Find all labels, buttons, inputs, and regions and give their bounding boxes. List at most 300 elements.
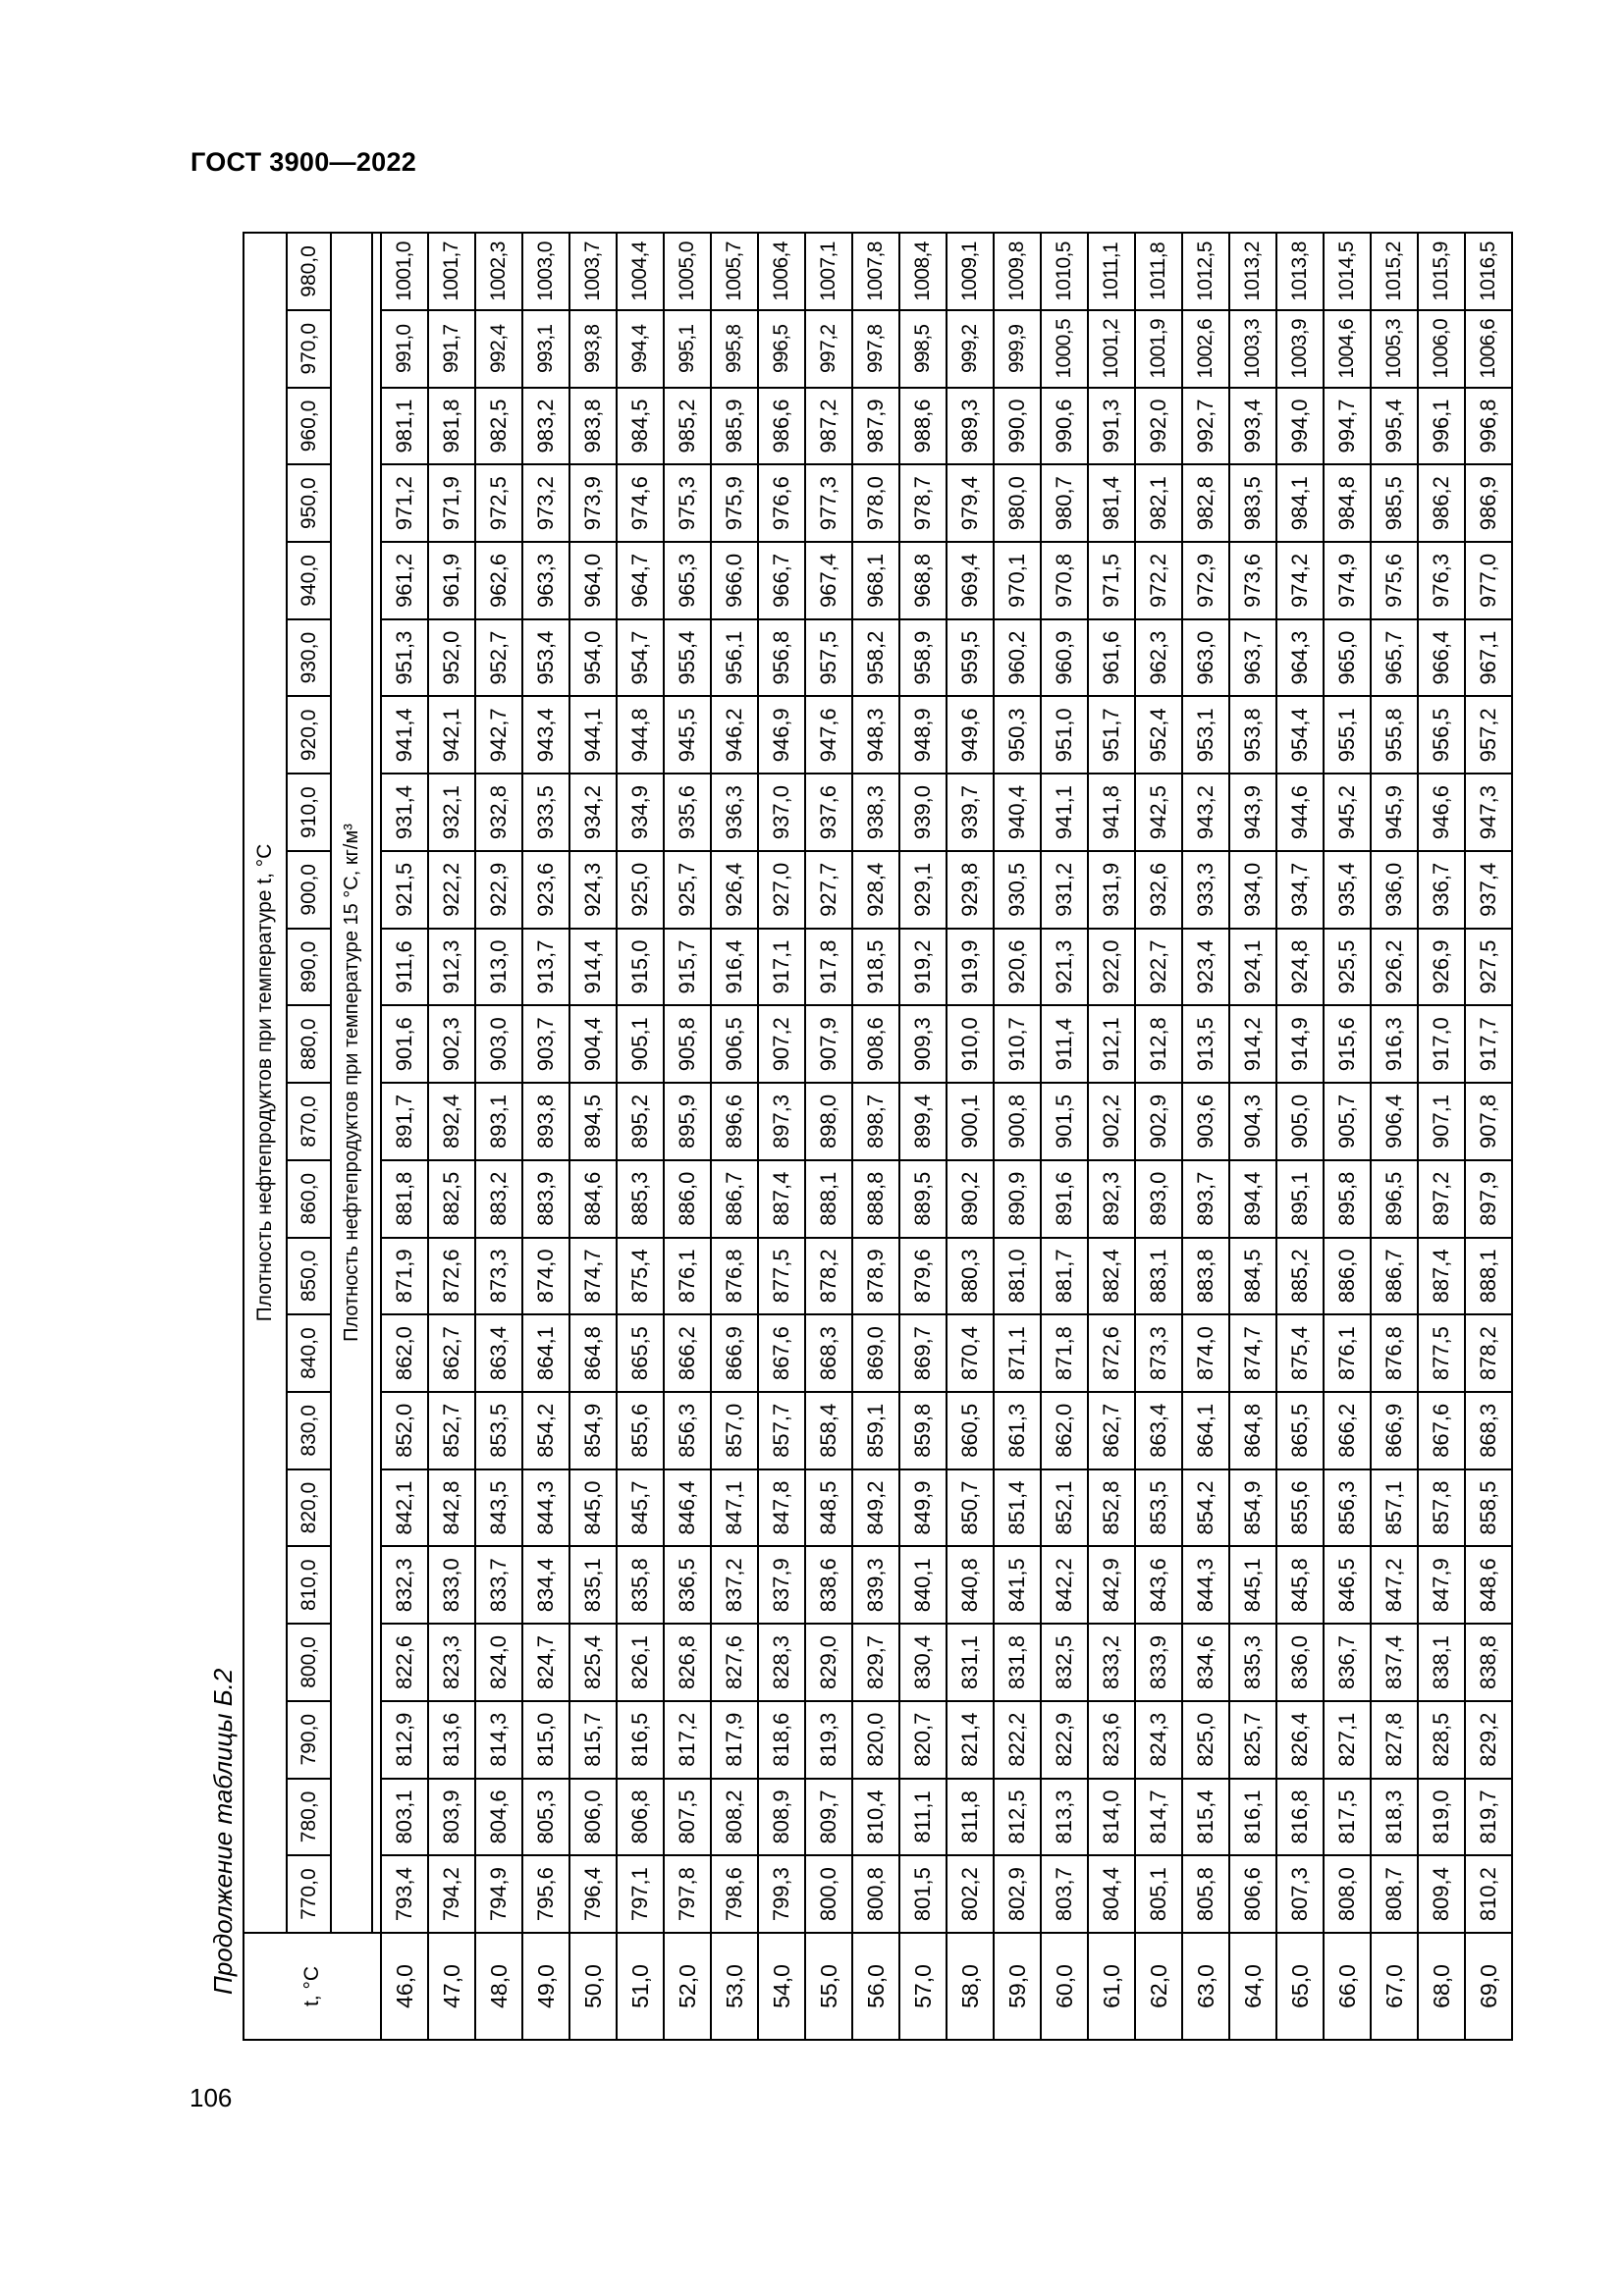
density-cell: 1016,5 — [1465, 233, 1512, 310]
density-cell: 938,3 — [852, 774, 899, 851]
density-cell: 883,1 — [1135, 1238, 1182, 1315]
density-cell: 804,6 — [475, 1779, 522, 1856]
density-cell: 833,9 — [1135, 1624, 1182, 1701]
density-cell: 881,7 — [1041, 1238, 1088, 1315]
density-cell: 917,8 — [805, 929, 852, 1006]
density-cell: 1011,8 — [1135, 233, 1182, 310]
density-cell: 1013,8 — [1276, 233, 1324, 310]
density-cell: 813,3 — [1041, 1779, 1088, 1856]
density-cell: 868,3 — [1465, 1392, 1512, 1469]
density-cell: 805,8 — [1182, 1855, 1229, 1933]
density-cell: 864,8 — [1229, 1392, 1276, 1469]
density-cell: 993,4 — [1229, 388, 1276, 465]
density-cell: 919,9 — [947, 929, 994, 1006]
density-cell: 857,0 — [711, 1392, 758, 1469]
density-cell: 824,7 — [522, 1624, 569, 1701]
density-cell: 1003,0 — [522, 233, 569, 310]
density-cell: 977,3 — [805, 464, 852, 542]
density-cell: 845,1 — [1229, 1546, 1276, 1624]
density-cell: 885,2 — [1276, 1238, 1324, 1315]
density-cell: 963,0 — [1182, 619, 1229, 697]
density-cell: 937,0 — [758, 774, 805, 851]
density-cell: 852,1 — [1041, 1469, 1088, 1547]
density-cell: 973,2 — [522, 464, 569, 542]
density-cell: 885,3 — [617, 1160, 664, 1238]
temperature-cell: 55,0 — [805, 1933, 852, 2040]
density-cell: 800,0 — [805, 1855, 852, 1933]
density-cell: 815,7 — [569, 1701, 617, 1779]
density-cell: 802,9 — [994, 1855, 1041, 1933]
density-cell: 871,9 — [381, 1238, 428, 1315]
density-cell: 840,1 — [899, 1546, 947, 1624]
density-cell: 980,0 — [994, 464, 1041, 542]
density-cell: 932,6 — [1135, 851, 1182, 929]
temperature-cell: 56,0 — [852, 1933, 899, 2040]
density-cell: 830,4 — [899, 1624, 947, 1701]
density-cell: 833,2 — [1088, 1624, 1135, 1701]
density-cell: 905,7 — [1324, 1083, 1371, 1160]
density-cell: 826,8 — [664, 1624, 711, 1701]
density-cell: 825,0 — [1182, 1701, 1229, 1779]
density-cell: 967,4 — [805, 542, 852, 619]
density-cell: 842,9 — [1088, 1546, 1135, 1624]
density-cell: 963,7 — [1229, 619, 1276, 697]
table-row — [617, 233, 664, 2040]
density-cell: 820,0 — [852, 1701, 899, 1779]
density-cell: 864,8 — [569, 1314, 617, 1392]
density-cell: 834,4 — [522, 1546, 569, 1624]
density-cell: 808,9 — [758, 1779, 805, 1856]
density-cell: 901,5 — [1041, 1083, 1088, 1160]
density-cell: 819,0 — [1418, 1779, 1465, 1856]
density-cell: 926,9 — [1418, 929, 1465, 1006]
density-cell: 978,7 — [899, 464, 947, 542]
density-cell: 874,0 — [1182, 1314, 1229, 1392]
density-cell: 803,1 — [381, 1779, 428, 1856]
density-cell: 985,9 — [711, 388, 758, 465]
density-cell: 1003,7 — [569, 233, 617, 310]
density-cell: 918,5 — [852, 929, 899, 1006]
density-cell: 960,2 — [994, 619, 1041, 697]
density-cell: 928,4 — [852, 851, 899, 929]
density-cell: 912,1 — [1088, 1005, 1135, 1083]
density-cell: 823,6 — [1088, 1701, 1135, 1779]
table-row — [1088, 233, 1135, 2040]
density-cell: 832,3 — [381, 1546, 428, 1624]
density-cell: 951,0 — [1041, 697, 1088, 774]
density-cell: 956,8 — [758, 619, 805, 697]
density-cell: 814,3 — [475, 1701, 522, 1779]
density-cell: 821,4 — [947, 1701, 994, 1779]
density-cell: 867,6 — [1418, 1392, 1465, 1469]
density-cell: 842,2 — [1041, 1546, 1088, 1624]
density-cell: 989,3 — [947, 388, 994, 465]
density-cell: 911,6 — [381, 929, 428, 1006]
density-cell: 881,0 — [994, 1238, 1041, 1315]
density-cell: 1005,3 — [1371, 310, 1418, 388]
density-cell: 856,3 — [1324, 1469, 1371, 1547]
density-cell: 866,9 — [1371, 1392, 1418, 1469]
density-cell: 943,2 — [1182, 774, 1229, 851]
density-cell: 924,3 — [569, 851, 617, 929]
temperature-cell: 69,0 — [1465, 1933, 1512, 2040]
density-cell: 874,7 — [1229, 1314, 1276, 1392]
density-cell: 962,6 — [475, 542, 522, 619]
density-cell: 797,8 — [664, 1855, 711, 1933]
column-header: 940,0 — [287, 542, 331, 619]
density-cell: 931,2 — [1041, 851, 1088, 929]
column-header: 950,0 — [287, 464, 331, 542]
table-caption: Продолжение таблицы Б.2 — [208, 1668, 238, 1995]
density-cell: 934,7 — [1276, 851, 1324, 929]
density-cell: 855,6 — [1276, 1469, 1324, 1547]
density-cell: 971,2 — [381, 464, 428, 542]
table-row — [1276, 233, 1324, 2040]
density-cell: 837,2 — [711, 1546, 758, 1624]
density-cell: 871,1 — [994, 1314, 1041, 1392]
density-cell: 915,7 — [664, 929, 711, 1006]
density-cell: 965,3 — [664, 542, 711, 619]
density-cell: 923,4 — [1182, 929, 1229, 1006]
density-cell: 831,8 — [994, 1624, 1041, 1701]
density-cell: 965,0 — [1324, 619, 1371, 697]
density-cell: 997,2 — [805, 310, 852, 388]
density-cell: 923,6 — [522, 851, 569, 929]
density-cell: 854,2 — [522, 1392, 569, 1469]
temperature-cell: 57,0 — [899, 1933, 947, 2040]
column-header: 860,0 — [287, 1160, 331, 1238]
density-cell: 933,3 — [1182, 851, 1229, 929]
density-cell: 904,3 — [1229, 1083, 1276, 1160]
density-cell: 857,7 — [758, 1392, 805, 1469]
table-row — [994, 233, 1041, 2040]
density-cell: 1005,7 — [711, 233, 758, 310]
density-cell: 829,2 — [1465, 1701, 1512, 1779]
density-cell: 961,9 — [428, 542, 475, 619]
density-cell: 906,5 — [711, 1005, 758, 1083]
density-cell: 987,2 — [805, 388, 852, 465]
density-cell: 895,1 — [1276, 1160, 1324, 1238]
density-cell: 895,2 — [617, 1083, 664, 1160]
density-cell: 910,0 — [947, 1005, 994, 1083]
density-cell: 831,1 — [947, 1624, 994, 1701]
density-cell: 864,1 — [1182, 1392, 1229, 1469]
density-cell: 840,8 — [947, 1546, 994, 1624]
density-cell: 980,7 — [1041, 464, 1088, 542]
density-cell: 894,4 — [1229, 1160, 1276, 1238]
density-cell: 880,3 — [947, 1238, 994, 1315]
column-header: 850,0 — [287, 1238, 331, 1315]
density-cell: 807,5 — [664, 1779, 711, 1856]
column-header: 890,0 — [287, 929, 331, 1006]
density-cell: 974,9 — [1324, 542, 1371, 619]
density-cell: 895,8 — [1324, 1160, 1371, 1238]
density-cell: 819,7 — [1465, 1779, 1512, 1856]
density-cell: 1001,0 — [381, 233, 428, 310]
density-cell: 910,7 — [994, 1005, 1041, 1083]
density-cell: 941,8 — [1088, 774, 1135, 851]
density-cell: 1007,8 — [852, 233, 899, 310]
density-cell: 857,1 — [1371, 1469, 1418, 1547]
density-cell: 946,2 — [711, 697, 758, 774]
density-cell: 869,0 — [852, 1314, 899, 1392]
density-cell: 852,0 — [381, 1392, 428, 1469]
density-cell: 905,1 — [617, 1005, 664, 1083]
density-cell: 874,7 — [569, 1238, 617, 1315]
density-cell: 1001,2 — [1088, 310, 1135, 388]
density-cell: 948,3 — [852, 697, 899, 774]
density-cell: 835,3 — [1229, 1624, 1276, 1701]
density-cell: 803,7 — [1041, 1855, 1088, 1933]
density-cell: 976,3 — [1418, 542, 1465, 619]
density-cell: 971,9 — [428, 464, 475, 542]
density-cell: 927,0 — [758, 851, 805, 929]
density-group-header: Плотность нефтепродуктов при температуре t, °C — [244, 233, 287, 1933]
density-cell: 874,0 — [522, 1238, 569, 1315]
density-cell: 984,8 — [1324, 464, 1371, 542]
density-cell: 975,3 — [664, 464, 711, 542]
density-cell: 849,2 — [852, 1469, 899, 1547]
density-cell: 904,4 — [569, 1005, 617, 1083]
density-cell: 944,6 — [1276, 774, 1324, 851]
density-cell: 845,0 — [569, 1469, 617, 1547]
density-cell: 915,6 — [1324, 1005, 1371, 1083]
density-cell: 884,6 — [569, 1160, 617, 1238]
density-cell: 809,7 — [805, 1779, 852, 1856]
density-cell: 888,1 — [1465, 1238, 1512, 1315]
density-cell: 907,8 — [1465, 1083, 1512, 1160]
column-header: 820,0 — [287, 1469, 331, 1547]
density-cell: 857,8 — [1418, 1469, 1465, 1547]
density-cell: 986,9 — [1465, 464, 1512, 542]
density-cell: 890,9 — [994, 1160, 1041, 1238]
table-row — [1465, 233, 1512, 2040]
density-cell: 955,4 — [664, 619, 711, 697]
density-cell: 805,1 — [1135, 1855, 1182, 1933]
column-header: 960,0 — [287, 388, 331, 465]
column-header: 780,0 — [287, 1779, 331, 1856]
density-cell: 822,2 — [994, 1701, 1041, 1779]
density-cell: 810,4 — [852, 1779, 899, 1856]
density-cell: 988,6 — [899, 388, 947, 465]
density-cell: 842,8 — [428, 1469, 475, 1547]
density-cell: 855,6 — [617, 1392, 664, 1469]
density-cell: 858,5 — [1465, 1469, 1512, 1547]
density-cell: 994,4 — [617, 310, 664, 388]
density-cell: 817,5 — [1324, 1779, 1371, 1856]
density-cell: 861,3 — [994, 1392, 1041, 1469]
density-cell: 999,2 — [947, 310, 994, 388]
density-cell: 922,0 — [1088, 929, 1135, 1006]
density-cell: 866,9 — [711, 1314, 758, 1392]
density-cell: 931,9 — [1088, 851, 1135, 929]
density-cell: 929,8 — [947, 851, 994, 929]
density-cell: 929,1 — [899, 851, 947, 929]
table-row — [381, 233, 428, 2040]
density-cell: 867,6 — [758, 1314, 805, 1392]
density-cell: 902,2 — [1088, 1083, 1135, 1160]
table-row — [1182, 233, 1229, 2040]
density-cell: 888,8 — [852, 1160, 899, 1238]
density-cell: 995,4 — [1371, 388, 1418, 465]
density-cell: 972,9 — [1182, 542, 1229, 619]
density-cell: 844,3 — [1182, 1546, 1229, 1624]
density-cell: 898,0 — [805, 1083, 852, 1160]
density-cell: 850,7 — [947, 1469, 994, 1547]
density-cell: 806,6 — [1229, 1855, 1276, 1933]
density-cell: 807,3 — [1276, 1855, 1324, 1933]
density-cell: 984,5 — [617, 388, 664, 465]
density-cell: 955,8 — [1371, 697, 1418, 774]
density-cell: 812,9 — [381, 1701, 428, 1779]
density-cell: 983,8 — [569, 388, 617, 465]
density-cell: 948,9 — [899, 697, 947, 774]
density-cell: 854,2 — [1182, 1469, 1229, 1547]
temperature-cell: 52,0 — [664, 1933, 711, 2040]
density-cell: 982,1 — [1135, 464, 1182, 542]
density-cell: 818,3 — [1371, 1779, 1418, 1856]
density-cell: 932,8 — [475, 774, 522, 851]
density-cell: 954,4 — [1276, 697, 1324, 774]
density-cell: 813,6 — [428, 1701, 475, 1779]
density-cell: 836,7 — [1324, 1624, 1371, 1701]
density-cell: 968,8 — [899, 542, 947, 619]
density-cell: 995,1 — [664, 310, 711, 388]
table-row — [569, 233, 617, 2040]
density-cell: 878,9 — [852, 1238, 899, 1315]
temperature-cell: 58,0 — [947, 1933, 994, 2040]
density-cell: 902,3 — [428, 1005, 475, 1083]
density-cell: 924,8 — [1276, 929, 1324, 1006]
density-cell: 832,5 — [1041, 1624, 1088, 1701]
density-cell: 964,0 — [569, 542, 617, 619]
density-cell: 912,3 — [428, 929, 475, 1006]
density-cell: 943,4 — [522, 697, 569, 774]
density-cell: 1011,1 — [1088, 233, 1135, 310]
document-header: ГОСТ 3900—2022 — [190, 147, 417, 177]
density-cell: 955,1 — [1324, 697, 1371, 774]
density-cell: 860,5 — [947, 1392, 994, 1469]
density-cell: 886,7 — [711, 1160, 758, 1238]
density-cell: 906,4 — [1371, 1083, 1418, 1160]
density-cell: 922,9 — [475, 851, 522, 929]
density-cell: 975,6 — [1371, 542, 1418, 619]
density-cell: 992,0 — [1135, 388, 1182, 465]
density-cell: 960,9 — [1041, 619, 1088, 697]
column-header: 840,0 — [287, 1314, 331, 1392]
temperature-cell: 51,0 — [617, 1933, 664, 2040]
density-cell: 953,8 — [1229, 697, 1276, 774]
density-cell: 854,9 — [569, 1392, 617, 1469]
density-cell: 966,4 — [1418, 619, 1465, 697]
density-cell: 834,6 — [1182, 1624, 1229, 1701]
density-cell: 973,6 — [1229, 542, 1276, 619]
density-cell: 851,4 — [994, 1469, 1041, 1547]
density-cell: 981,4 — [1088, 464, 1135, 542]
density-cell: 961,6 — [1088, 619, 1135, 697]
density-cell: 819,3 — [805, 1701, 852, 1779]
density-cell: 945,5 — [664, 697, 711, 774]
temperature-cell: 67,0 — [1371, 1933, 1418, 2040]
density-cell: 905,8 — [664, 1005, 711, 1083]
density-cell: 905,0 — [1276, 1083, 1324, 1160]
density-cell: 901,6 — [381, 1005, 428, 1083]
density-cell: 968,1 — [852, 542, 899, 619]
temperature-cell: 46,0 — [381, 1933, 428, 2040]
density-cell: 992,4 — [475, 310, 522, 388]
density-cell: 1009,8 — [994, 233, 1041, 310]
density-cell: 864,1 — [522, 1314, 569, 1392]
density-cell: 827,8 — [1371, 1701, 1418, 1779]
density-cell: 897,9 — [1465, 1160, 1512, 1238]
density-cell: 913,0 — [475, 929, 522, 1006]
density-cell: 866,2 — [664, 1314, 711, 1392]
density-cell: 964,7 — [617, 542, 664, 619]
density-cell: 846,4 — [664, 1469, 711, 1547]
density-cell: 886,0 — [664, 1160, 711, 1238]
density-cell: 939,7 — [947, 774, 994, 851]
density-cell: 794,9 — [475, 1855, 522, 1933]
density-cell: 886,7 — [1371, 1238, 1418, 1315]
density-cell: 808,2 — [711, 1779, 758, 1856]
density-cell: 876,1 — [664, 1238, 711, 1315]
density-cell: 982,8 — [1182, 464, 1229, 542]
density-table-container — [243, 232, 1501, 2041]
density-cell: 827,1 — [1324, 1701, 1371, 1779]
density-cell: 799,3 — [758, 1855, 805, 1933]
density-cell: 956,5 — [1418, 697, 1465, 774]
density-cell: 934,2 — [569, 774, 617, 851]
density-cell: 843,5 — [475, 1469, 522, 1547]
density-cell: 976,6 — [758, 464, 805, 542]
density-cell: 872,6 — [1088, 1314, 1135, 1392]
density-cell: 862,7 — [428, 1314, 475, 1392]
density-cell: 871,8 — [1041, 1314, 1088, 1392]
density-cell: 954,0 — [569, 619, 617, 697]
density-cell: 862,0 — [381, 1314, 428, 1392]
density-cell: 833,7 — [475, 1546, 522, 1624]
density-cell: 863,4 — [475, 1314, 522, 1392]
density-cell: 816,1 — [1229, 1779, 1276, 1856]
density-cell: 1015,2 — [1371, 233, 1418, 310]
density-cell: 915,0 — [617, 929, 664, 1006]
density-cell: 843,6 — [1135, 1546, 1182, 1624]
density-cell: 945,9 — [1371, 774, 1418, 851]
density-cell: 1012,5 — [1182, 233, 1229, 310]
density-cell: 841,5 — [994, 1546, 1041, 1624]
density-cell: 887,4 — [758, 1160, 805, 1238]
density-cell: 909,3 — [899, 1005, 947, 1083]
table-row — [475, 233, 522, 2040]
density-cell: 847,1 — [711, 1469, 758, 1547]
density-cell: 876,8 — [1371, 1314, 1418, 1392]
density-cell: 798,6 — [711, 1855, 758, 1933]
density-cell: 903,7 — [522, 1005, 569, 1083]
density-cell: 995,8 — [711, 310, 758, 388]
density-cell: 897,2 — [1418, 1160, 1465, 1238]
density-cell: 875,4 — [617, 1238, 664, 1315]
density-cell: 1003,3 — [1229, 310, 1276, 388]
column-header: 790,0 — [287, 1701, 331, 1779]
density-cell: 884,5 — [1229, 1238, 1276, 1315]
density-cell: 1001,9 — [1135, 310, 1182, 388]
density-cell: 925,0 — [617, 851, 664, 929]
density-cell: 956,1 — [711, 619, 758, 697]
density-cell: 944,1 — [569, 697, 617, 774]
density-cell: 893,8 — [522, 1083, 569, 1160]
density-cell: 961,2 — [381, 542, 428, 619]
density-cell: 921,3 — [1041, 929, 1088, 1006]
